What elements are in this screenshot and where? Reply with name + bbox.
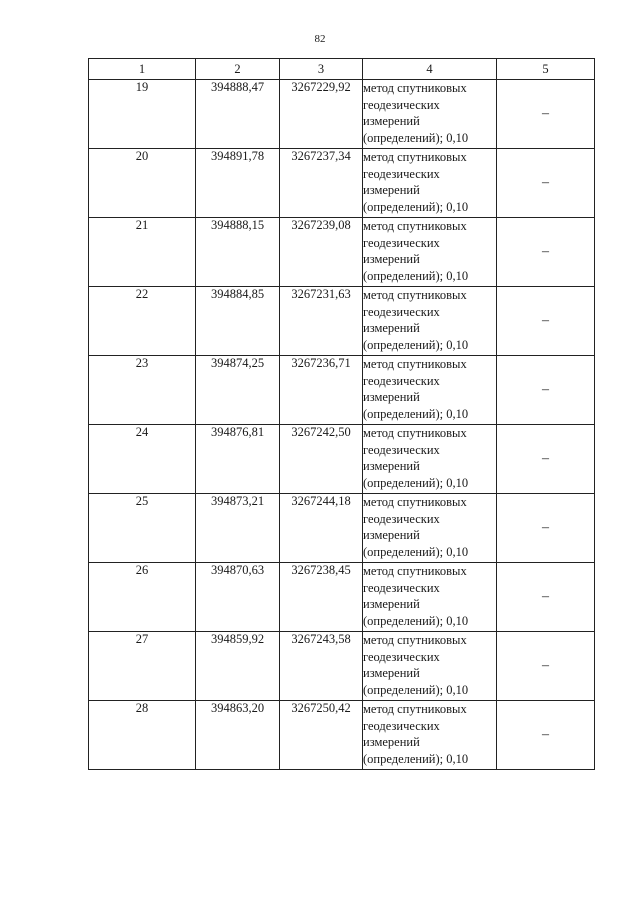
error-cell: – xyxy=(497,356,595,425)
error-cell: – xyxy=(497,632,595,701)
method-cell: метод спутниковых геодезических измерений (определений); 0,10 xyxy=(363,494,497,563)
method-cell: метод спутниковых геодезических измерений (определений); 0,10 xyxy=(363,80,497,149)
column-header-5: 5 xyxy=(497,59,595,80)
point-number-cell: 19 xyxy=(89,80,196,149)
x-coordinate-cell: 394873,21 xyxy=(196,494,280,563)
column-header-2: 2 xyxy=(196,59,280,80)
column-header-3: 3 xyxy=(280,59,363,80)
coordinates-table xyxy=(88,58,595,770)
page-number: 82 xyxy=(314,33,326,45)
y-coordinate-cell: 3267244,18 xyxy=(280,494,363,563)
column-header-4: 4 xyxy=(363,59,497,80)
x-coordinate-cell: 394888,15 xyxy=(196,218,280,287)
method-cell: метод спутниковых геодезических измерений (определений); 0,10 xyxy=(363,149,497,218)
y-coordinate-cell: 3267238,45 xyxy=(280,563,363,632)
table-row xyxy=(89,494,595,563)
table-row xyxy=(89,632,595,701)
table-row xyxy=(89,563,595,632)
y-coordinate-cell: 3267239,08 xyxy=(280,218,363,287)
column-header-1: 1 xyxy=(89,59,196,80)
x-coordinate-cell: 394870,63 xyxy=(196,563,280,632)
table-row xyxy=(89,287,595,356)
table-row xyxy=(89,701,595,770)
point-number-cell: 28 xyxy=(89,701,196,770)
x-coordinate-cell: 394876,81 xyxy=(196,425,280,494)
x-coordinate-cell: 394888,47 xyxy=(196,80,280,149)
table-header-row xyxy=(89,59,595,80)
y-coordinate-cell: 3267229,92 xyxy=(280,80,363,149)
method-cell: метод спутниковых геодезических измерений (определений); 0,10 xyxy=(363,218,497,287)
x-coordinate-cell: 394891,78 xyxy=(196,149,280,218)
point-number-cell: 24 xyxy=(89,425,196,494)
point-number-cell: 26 xyxy=(89,563,196,632)
table-row xyxy=(89,356,595,425)
method-cell: метод спутниковых геодезических измерений (определений); 0,10 xyxy=(363,563,497,632)
y-coordinate-cell: 3267231,63 xyxy=(280,287,363,356)
point-number-cell: 27 xyxy=(89,632,196,701)
method-cell: метод спутниковых геодезических измерений (определений); 0,10 xyxy=(363,287,497,356)
point-number-cell: 21 xyxy=(89,218,196,287)
error-cell: – xyxy=(497,80,595,149)
error-cell: – xyxy=(497,218,595,287)
x-coordinate-cell: 394884,85 xyxy=(196,287,280,356)
error-cell: – xyxy=(497,149,595,218)
error-cell: – xyxy=(497,701,595,770)
error-cell: – xyxy=(497,494,595,563)
method-cell: метод спутниковых геодезических измерений (определений); 0,10 xyxy=(363,356,497,425)
table-row xyxy=(89,425,595,494)
point-number-cell: 23 xyxy=(89,356,196,425)
y-coordinate-cell: 3267236,71 xyxy=(280,356,363,425)
method-cell: метод спутниковых геодезических измерений (определений); 0,10 xyxy=(363,632,497,701)
point-number-cell: 22 xyxy=(89,287,196,356)
error-cell: – xyxy=(497,563,595,632)
y-coordinate-cell: 3267243,58 xyxy=(280,632,363,701)
table-row xyxy=(89,80,595,149)
method-cell: метод спутниковых геодезических измерений (определений); 0,10 xyxy=(363,701,497,770)
y-coordinate-cell: 3267237,34 xyxy=(280,149,363,218)
point-number-cell: 25 xyxy=(89,494,196,563)
x-coordinate-cell: 394874,25 xyxy=(196,356,280,425)
y-coordinate-cell: 3267242,50 xyxy=(280,425,363,494)
table-row xyxy=(89,218,595,287)
x-coordinate-cell: 394863,20 xyxy=(196,701,280,770)
error-cell: – xyxy=(497,287,595,356)
table-row xyxy=(89,149,595,218)
y-coordinate-cell: 3267250,42 xyxy=(280,701,363,770)
point-number-cell: 20 xyxy=(89,149,196,218)
x-coordinate-cell: 394859,92 xyxy=(196,632,280,701)
error-cell: – xyxy=(497,425,595,494)
method-cell: метод спутниковых геодезических измерений (определений); 0,10 xyxy=(363,425,497,494)
